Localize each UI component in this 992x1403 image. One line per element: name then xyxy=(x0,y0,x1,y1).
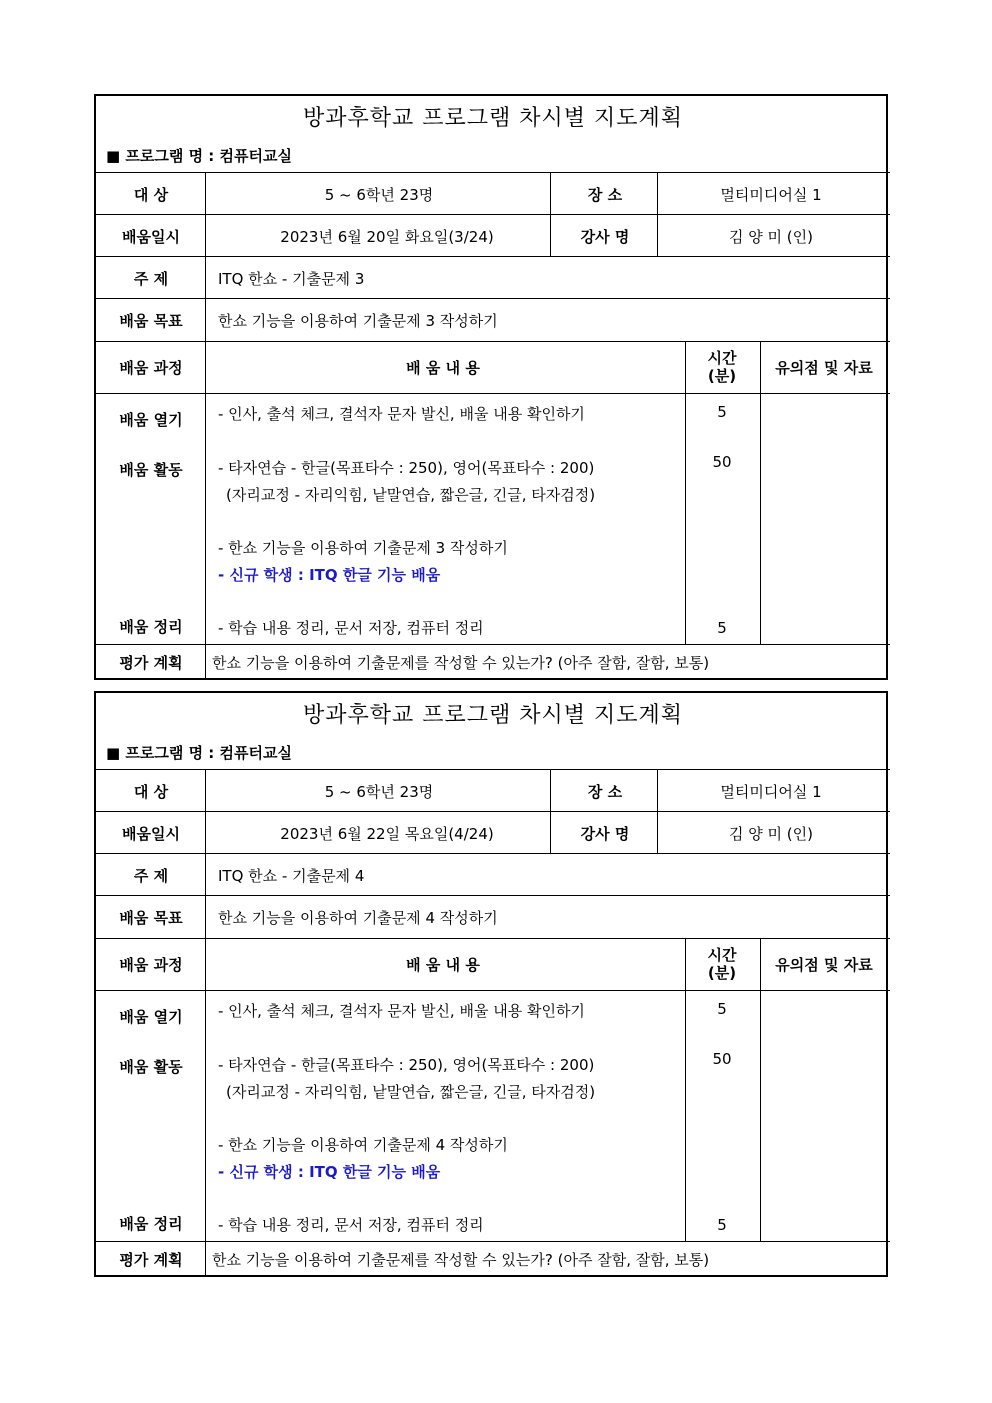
stage-open: 배움 열기 xyxy=(119,411,183,429)
eval-value: 한쇼 기능을 이용하여 기출문제를 작성할 수 있는가? (아주 잘함, 잘함, 보통) xyxy=(212,654,710,672)
teacher-label: 강사 명 xyxy=(580,825,630,843)
column-divider xyxy=(760,341,761,644)
column-divider xyxy=(657,769,658,853)
date-value: 2023년 6월 20일 화요일(3/24) xyxy=(280,228,494,246)
row-divider xyxy=(96,172,890,173)
row-divider xyxy=(96,769,890,770)
content-header: 배 움 내 용 xyxy=(406,359,480,377)
place-label: 장 소 xyxy=(587,186,623,204)
stage-close: 배움 정리 xyxy=(119,1215,183,1233)
content-activity-line: (자리교정 - 자리익힘, 낱말연습, 짧은글, 긴글, 타자검정) xyxy=(226,486,596,504)
target-label: 대 상 xyxy=(133,783,169,801)
lesson-plan-table xyxy=(94,691,888,1277)
column-divider xyxy=(760,938,761,1241)
row-divider xyxy=(96,1241,890,1242)
target-label: 대 상 xyxy=(133,186,169,204)
time-open: 5 xyxy=(717,1000,727,1018)
row-divider xyxy=(96,811,890,812)
column-divider xyxy=(685,341,686,644)
lesson-plan-table xyxy=(94,94,888,680)
place-value: 멀티미디어실 1 xyxy=(720,783,822,801)
column-divider xyxy=(685,938,686,1241)
row-divider xyxy=(96,853,890,854)
row-divider xyxy=(96,644,890,645)
time-activity: 50 xyxy=(712,1050,732,1068)
time-header-unit: (분) xyxy=(707,964,737,982)
row-divider xyxy=(96,256,890,257)
column-divider xyxy=(550,769,551,853)
stage-close: 배움 정리 xyxy=(119,618,183,636)
place-label: 장 소 xyxy=(587,783,623,801)
content-activity-line: - 한쇼 기능을 이용하여 기출문제 4 작성하기 xyxy=(218,1136,508,1154)
stage-activity: 배움 활동 xyxy=(119,461,183,479)
time-open: 5 xyxy=(717,403,727,421)
teacher-value: 김 양 미 (인) xyxy=(729,228,813,246)
topic-value: ITQ 한쇼 - 기출문제 3 xyxy=(218,270,365,288)
content-open: - 인사, 출석 체크, 결석자 문자 발신, 배울 내용 확인하기 xyxy=(218,405,585,423)
column-divider xyxy=(657,172,658,256)
content-close: - 학습 내용 정리, 문서 저장, 컴퓨터 정리 xyxy=(218,1216,484,1234)
row-divider xyxy=(96,393,890,394)
place-value: 멀티미디어실 1 xyxy=(720,186,822,204)
target-value: 5 ~ 6학년 23명 xyxy=(324,186,434,204)
time-header-unit: (분) xyxy=(707,367,737,385)
content-activity-highlight: - 신규 학생 : ITQ 한글 기능 배움 xyxy=(218,566,441,584)
goal-label: 배움 목표 xyxy=(119,312,183,330)
time-close: 5 xyxy=(717,619,727,637)
content-activity-highlight: - 신규 학생 : ITQ 한글 기능 배움 xyxy=(218,1163,441,1181)
topic-value: ITQ 한쇼 - 기출문제 4 xyxy=(218,867,365,885)
target-value: 5 ~ 6학년 23명 xyxy=(324,783,434,801)
time-close: 5 xyxy=(717,1216,727,1234)
time-header: 시간 xyxy=(707,349,737,367)
row-divider xyxy=(96,938,890,939)
date-label: 배움일시 xyxy=(122,825,180,843)
content-header: 배 움 내 용 xyxy=(406,956,480,974)
date-label: 배움일시 xyxy=(122,228,180,246)
time-header: 시간 xyxy=(707,946,737,964)
row-divider xyxy=(96,895,890,896)
content-activity-line: - 타자연습 - 한글(목표타수 : 250), 영어(목표타수 : 200) xyxy=(218,459,595,477)
topic-label: 주 제 xyxy=(133,867,169,885)
process-header: 배움 과정 xyxy=(119,956,183,974)
time-activity: 50 xyxy=(712,453,732,471)
row-divider xyxy=(96,341,890,342)
column-divider xyxy=(550,172,551,256)
content-close: - 학습 내용 정리, 문서 저장, 컴퓨터 정리 xyxy=(218,619,484,637)
content-activity-line: (자리교정 - 자리익힘, 낱말연습, 짧은글, 긴글, 타자검정) xyxy=(226,1083,596,1101)
notes-header: 유의점 및 자료 xyxy=(775,956,873,974)
content-activity-line: - 한쇼 기능을 이용하여 기출문제 3 작성하기 xyxy=(218,539,508,557)
notes-header: 유의점 및 자료 xyxy=(775,359,873,377)
teacher-value: 김 양 미 (인) xyxy=(729,825,813,843)
column-divider xyxy=(205,172,206,680)
eval-label: 평가 계획 xyxy=(119,1251,183,1269)
plan-title: 방과후학교 프로그램 차시별 지도계획 xyxy=(302,703,684,728)
goal-label: 배움 목표 xyxy=(119,909,183,927)
row-divider xyxy=(96,214,890,215)
date-value: 2023년 6월 22일 목요일(4/24) xyxy=(280,825,494,843)
process-header: 배움 과정 xyxy=(119,359,183,377)
goal-value: 한쇼 기능을 이용하여 기출문제 4 작성하기 xyxy=(218,909,498,927)
eval-label: 평가 계획 xyxy=(119,654,183,672)
content-open: - 인사, 출석 체크, 결석자 문자 발신, 배울 내용 확인하기 xyxy=(218,1002,585,1020)
plan-title: 방과후학교 프로그램 차시별 지도계획 xyxy=(302,106,684,131)
stage-open: 배움 열기 xyxy=(119,1008,183,1026)
teacher-label: 강사 명 xyxy=(580,228,630,246)
row-divider xyxy=(96,298,890,299)
column-divider xyxy=(205,769,206,1277)
program-name: ■ 프로그램 명 : 컴퓨터교실 xyxy=(106,744,292,762)
stage-activity: 배움 활동 xyxy=(119,1058,183,1076)
goal-value: 한쇼 기능을 이용하여 기출문제 3 작성하기 xyxy=(218,312,498,330)
program-name: ■ 프로그램 명 : 컴퓨터교실 xyxy=(106,147,292,165)
eval-value: 한쇼 기능을 이용하여 기출문제를 작성할 수 있는가? (아주 잘함, 잘함, 보통) xyxy=(212,1251,710,1269)
content-activity-line: - 타자연습 - 한글(목표타수 : 250), 영어(목표타수 : 200) xyxy=(218,1056,595,1074)
topic-label: 주 제 xyxy=(133,270,169,288)
row-divider xyxy=(96,990,890,991)
